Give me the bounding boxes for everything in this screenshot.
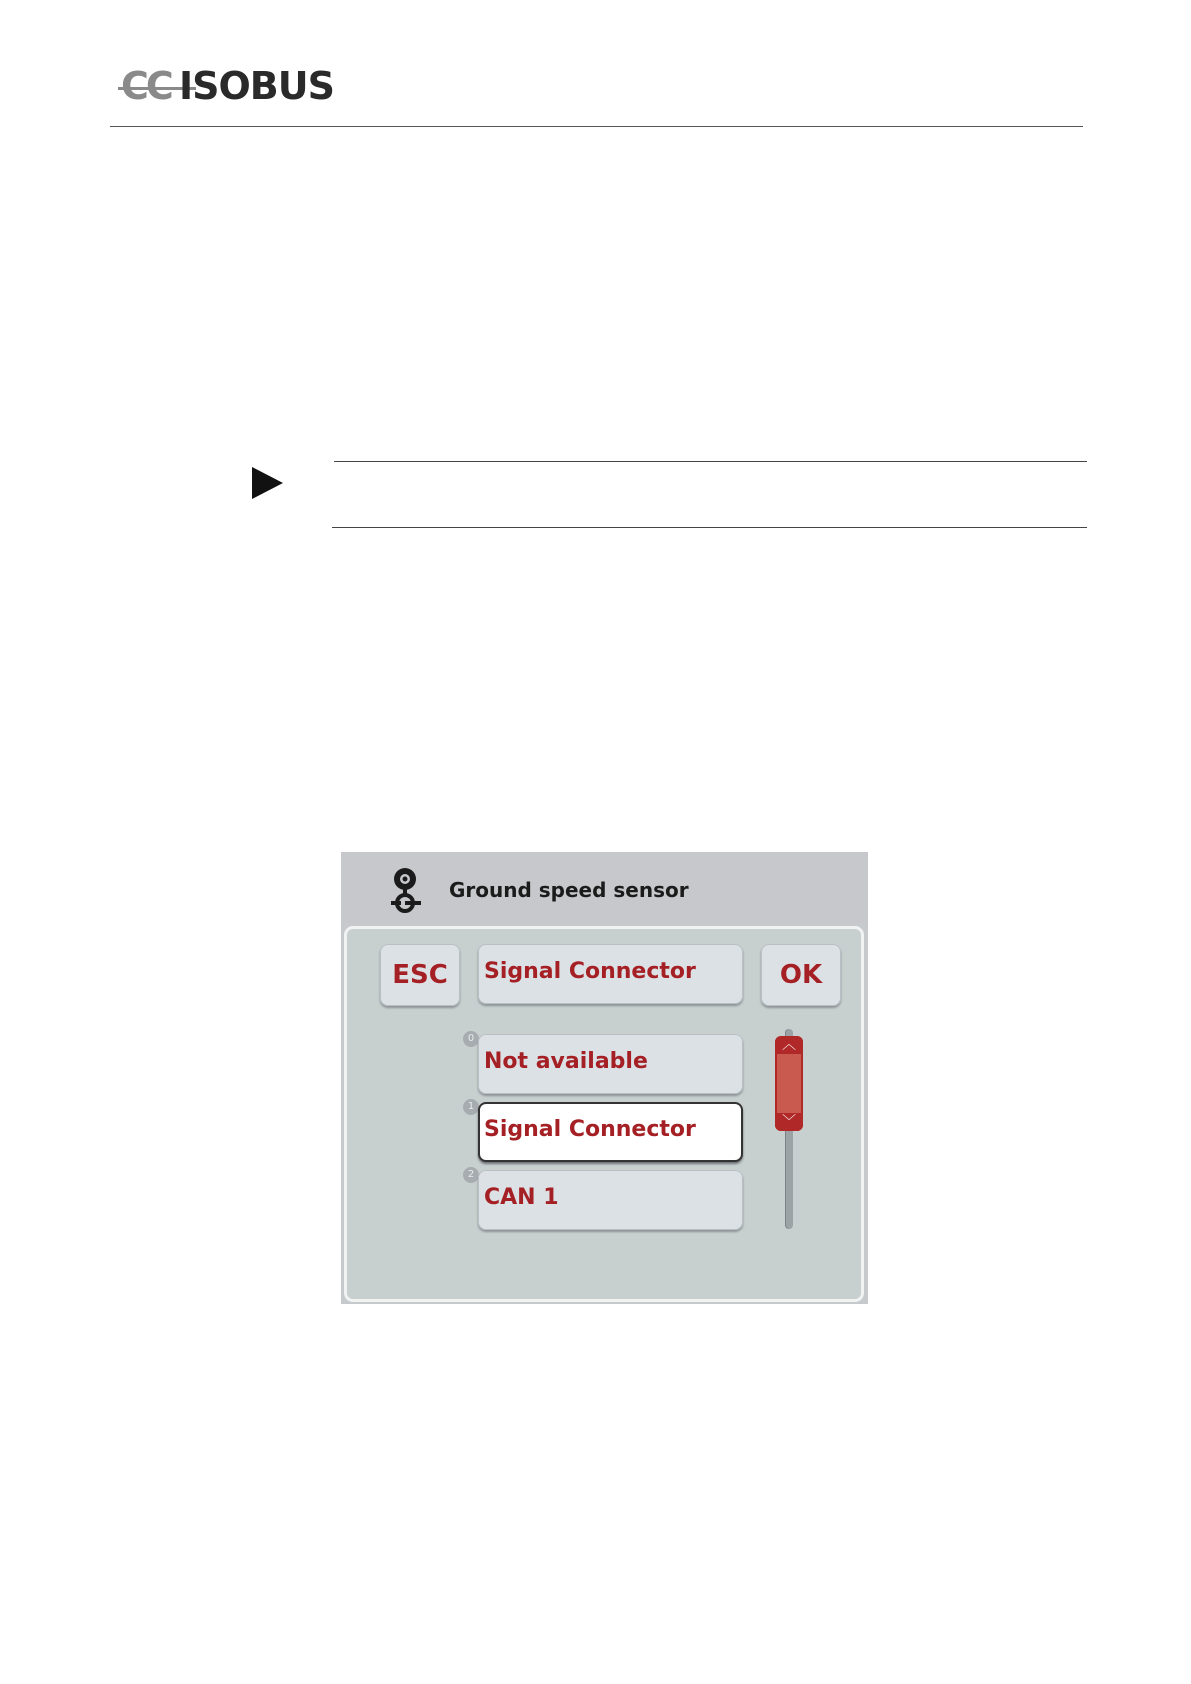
ground-speed-sensor-icon (387, 866, 423, 914)
ok-button[interactable]: OK (761, 944, 841, 1006)
scrollbar-thumb[interactable] (775, 1036, 803, 1131)
cc-isobus-logo (121, 62, 334, 112)
logo-cc-text: CC (121, 64, 171, 108)
instruction-bottom-rule (332, 527, 1087, 528)
option-index: 2 (463, 1167, 479, 1183)
chevron-up-icon[interactable]: ︿ (775, 1036, 803, 1054)
option-can-1[interactable]: CAN 1 (478, 1170, 743, 1230)
esc-button[interactable]: ESC (380, 944, 460, 1006)
current-value-field[interactable]: Signal Connector (478, 944, 743, 1004)
screen-title-bar (341, 852, 868, 924)
instruction-top-rule (334, 461, 1087, 462)
header-divider (110, 126, 1083, 127)
chevron-down-icon[interactable]: ﹀ (775, 1113, 803, 1131)
selection-panel (344, 926, 864, 1302)
option-not-available[interactable]: Not available (478, 1034, 743, 1094)
option-signal-connector[interactable]: Signal Connector (478, 1102, 743, 1162)
step-arrow-icon (252, 467, 283, 499)
screen-title: Ground speed sensor (449, 878, 689, 902)
logo-isobus-text: ISOBUS (179, 64, 334, 108)
option-index: 0 (463, 1031, 479, 1047)
option-index: 1 (463, 1099, 479, 1115)
terminal-screenshot (341, 852, 868, 1304)
